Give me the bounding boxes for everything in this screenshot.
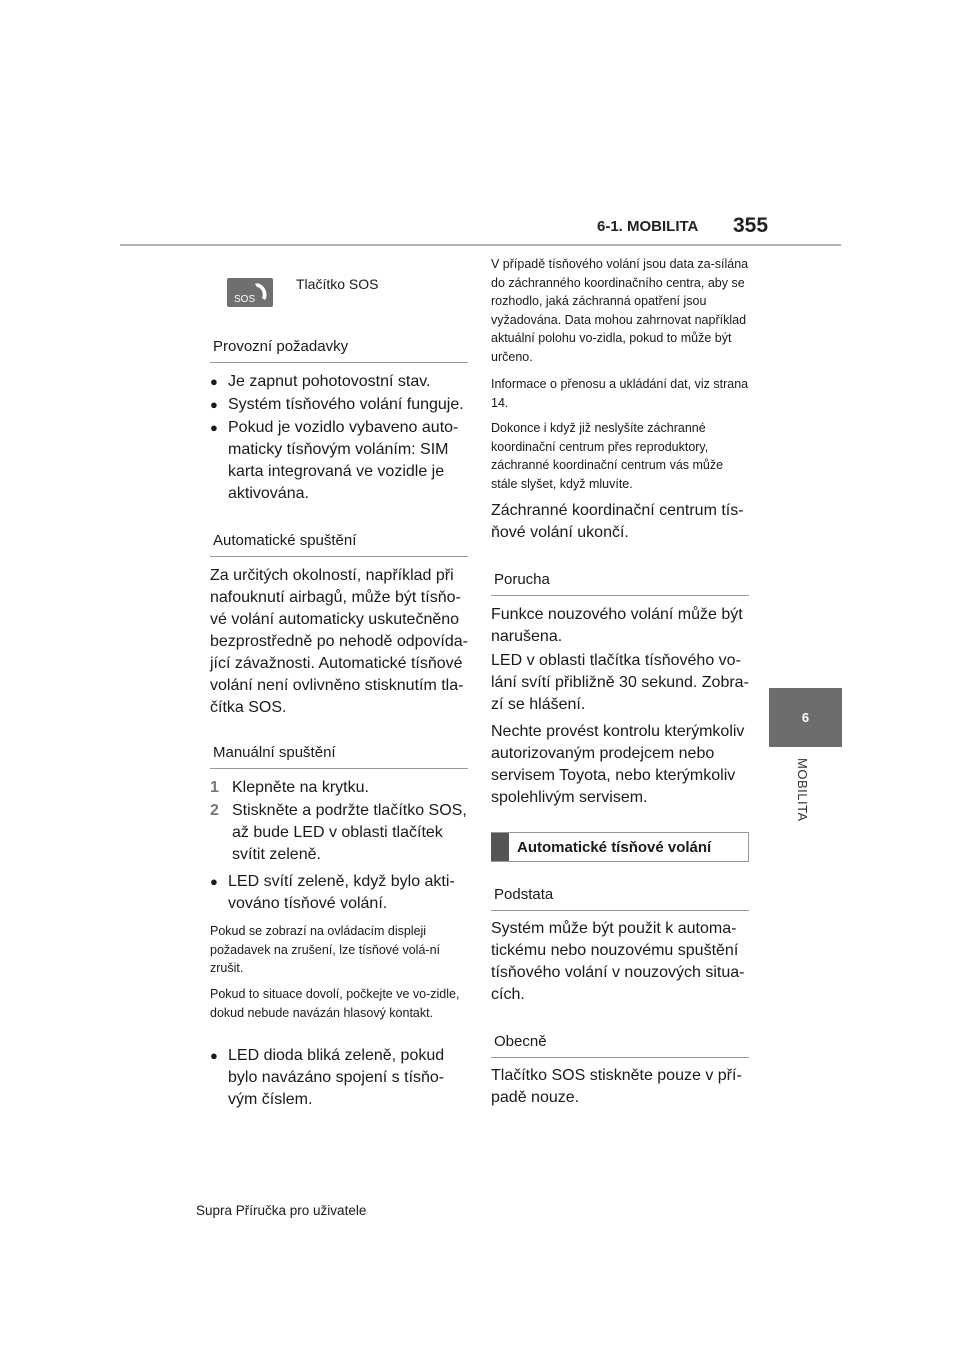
fault-text-3: Nechte provést kontrolu kterýmkoliv autorizovaným prodejcem nebo servisem Toyota, nebo kterýmkoliv spolehlivým servisem. [491,723,745,806]
page-number: 355 [733,214,769,237]
step-1 [210,777,468,799]
note-wait: Pokud to situace dovolí, počkejte ve vo-zidle, dokud nebude navázán hlasový kontakt. [210,987,460,1020]
step-number: 1 [210,779,219,796]
fault-text-2: LED v oblasti tlačítka tísňového vo-lání svítí přibližně 30 sekund. Zobra-zí se hlášení. [491,652,749,713]
data-info-text: Informace o přenosu a ukládání dat, viz strana 14. [491,377,749,410]
footer-text: Supra Příručka pro uživatele [196,1203,367,1218]
list-item: ● LED dioda bliká zeleně, pokud bylo navázáno spojení s tísňo-vým číslem. [210,1045,468,1111]
data-transfer-text: V případě tísňového volání jsou data za-sílána do záchranného koordinačního centra, aby se rozhodlo, jaká záchranná opatření jsou vyžadována. Data mohou zahrnovat například aktuální polohu vo-zidla, pokud to může být určeno. [491,257,749,364]
speaker-text: Dokonce i když již neslyšíte záchranné koordinační centrum přes reproduktory, záchranné koordinační centrum vás může stále slyšet, když mluvíte. [491,421,724,491]
chapter-tab: 6 [769,688,842,747]
section-title: 6-1. MOBILITA [597,218,699,235]
sos-button-caption: Tlačítko SOS [296,276,379,292]
heading-manual-trigger: Manuální spuštění [210,737,468,769]
heading-general: Obecně [491,1026,749,1058]
step-text: Klepněte na krytku. [232,779,369,796]
sos-phone-icon [227,278,273,307]
list-item: ● Systém tísňového volání funguje. [210,394,468,416]
heading-text: Automatické tísňové volání [517,838,712,856]
header-rule [120,244,841,246]
heading-fault: Porucha [491,564,749,596]
principle-text: Systém může být použit k automa-tickému nebo nouzovému spuštění tísňového volání v nouzových situa-cích. [491,920,745,1003]
heading-marker [491,833,509,861]
list-item: ● LED svítí zeleně, když bylo akti-vováno tísňové volání. [210,871,468,915]
step-number: 2 [210,802,219,819]
list-item: ● Pokud je vozidlo vybaveno auto-maticky tísňovým voláním: SIM karta integrovaná ve vozidle je aktivována. [210,417,468,505]
svg-text:SOS: SOS [234,294,256,305]
heading-requirements: Provozní požadavky [210,331,468,363]
heading-principle: Podstata [491,879,749,911]
step-2 [210,800,468,866]
heading-auto-emergency-call [491,832,749,862]
fault-text-1: Funkce nouzového volání může být narušena. [491,606,743,645]
heading-auto-trigger: Automatické spuštění [210,525,468,557]
step-text: Stiskněte a podržte tlačítko SOS, až bude LED v oblasti tlačítek svítit zeleně. [232,802,467,863]
chapter-label: MOBILITA [795,758,810,822]
auto-trigger-text: Za určitých okolností, například při nafouknutí airbagů, může být tísňo-vé volání automaticky uskutečněno bezprostředně po nehodě odpovída-jící závažnosti. Automatické tísňové volání není ovlivněno stisknutím tla-čítka SOS. [210,567,468,716]
note-cancel: Pokud se zobrazí na ovládacím displeji požadavek na zrušení, lze tísňové volá-ní zrušit. [210,924,440,975]
general-text: Tlačítko SOS stiskněte pouze v pří-padě nouze. [491,1067,742,1106]
call-end-text: Záchranné koordinační centrum tís-ňové volání ukončí. [491,502,744,541]
list-item: ● Je zapnut pohotovostní stav. [210,371,468,393]
